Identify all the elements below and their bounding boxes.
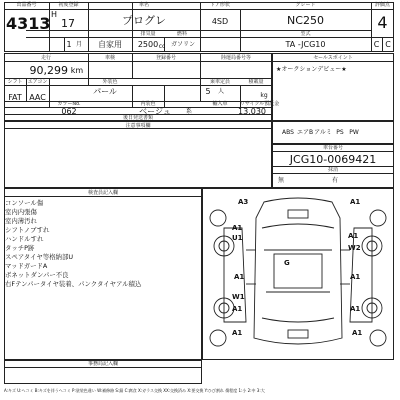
car-diagram — [202, 188, 394, 360]
carname-label: 車名 — [138, 2, 149, 8]
color-number: 062 — [61, 107, 77, 116]
rear-docs-label: 後日発送書類 — [122, 115, 153, 121]
interior-color-label: 内装色 — [140, 101, 156, 107]
equipment-alloy: アルミ — [314, 129, 332, 136]
exterior-color-label: 外装色 — [102, 79, 118, 85]
exterior-score: C — [385, 40, 391, 49]
load-unit: kg — [260, 92, 268, 99]
sales-point-text: ★オークションデビュー★ — [276, 66, 347, 73]
damage-quarter-left-2: A1 — [232, 305, 243, 313]
car-name: プログレ — [122, 14, 166, 27]
reserve-label: 陸運局番号等 — [220, 55, 251, 61]
seating-capacity: 5 — [205, 87, 211, 96]
ac-label: エアコン — [27, 79, 48, 85]
note-2: 室内内張傷 — [5, 208, 37, 216]
interior-score: C — [373, 40, 380, 49]
year-label: 初度登録 — [58, 2, 79, 8]
damage-fender-left-2: U1 — [232, 234, 243, 242]
load-label: 積載量 — [248, 79, 264, 85]
exterior-color: パール — [93, 87, 117, 96]
month-unit: 月 — [75, 41, 82, 48]
damage-rear-door-left: A1 — [234, 273, 245, 281]
inspection-label: 車検 — [104, 55, 115, 61]
lot-label: 出品番号 — [16, 2, 37, 8]
shift-label: シフト — [7, 79, 23, 85]
office-label: 事務局記入欄 — [87, 361, 118, 367]
regnum-label: 登録番号 — [155, 55, 176, 61]
equipment-abs: ABS — [282, 129, 294, 136]
notices-label: 注意事項欄 — [125, 123, 151, 129]
model-year: 17 — [61, 17, 75, 30]
era-prefix: H — [50, 10, 57, 19]
air-conditioner: AAC — [29, 93, 46, 102]
damage-door-right: A1 — [348, 232, 359, 240]
note-5: ハンドルすれ — [5, 235, 44, 243]
overall-score: 4 — [377, 13, 388, 32]
fuel-label: 燃料 — [176, 31, 187, 37]
displacement-label: 排気量 — [140, 31, 156, 37]
damage-rear-left: A1 — [232, 329, 243, 337]
capacity-unit: 人 — [217, 88, 224, 95]
note-9: ボネットダンパー不良 — [5, 271, 69, 279]
model-code: TA -JCG10 — [285, 40, 326, 49]
damage-front-left: A3 — [238, 198, 249, 206]
status-label: 抹消 — [327, 167, 338, 173]
damage-fender-left: A1 — [232, 224, 243, 232]
note-3: 室内薄汚れ — [5, 217, 37, 225]
note-7: スペアタイヤ等格納部U — [5, 253, 74, 261]
damage-quarter-left: W1 — [232, 293, 245, 301]
displacement: 2500 — [137, 40, 159, 49]
import-label: 輸入車 — [212, 101, 228, 107]
score-label: 評価点 — [374, 2, 390, 8]
mileage-label: 走行 — [40, 55, 51, 61]
notices-frame — [4, 121, 272, 188]
lot-number: 4313 — [6, 14, 51, 33]
note-10: 右Fテンパータイヤ装着、パンクタイヤアル積込 — [5, 280, 142, 288]
inspector-label: 検査員記入欄 — [87, 190, 118, 196]
status-b: 有 — [331, 177, 338, 184]
sales-point-frame — [272, 53, 394, 121]
equipment-pw: PW — [349, 129, 359, 136]
note-8: マッドガードA — [5, 262, 48, 270]
grade-label: グレード — [295, 2, 316, 8]
capacity-label: 乗車定員 — [209, 79, 230, 85]
damage-front-right: A1 — [350, 198, 361, 206]
legend: A:キズ U:ヘコミ B:キズを伴うヘコミ P:塗装色違い W:補修跡 S:錆 C:腐食 X:ガラス交換 XX:交換済み X:要交換 Y:ひび割れ 傷程度 1:小 2:中 3:大 — [4, 388, 265, 393]
model-label: 型式 — [300, 31, 311, 37]
door-type: 4SD — [211, 17, 229, 26]
note-4: シフトノブすれ — [5, 226, 50, 234]
color-no-label: カラーNo. — [57, 101, 81, 107]
chassis-label: 車台番号 — [322, 145, 343, 151]
mileage-unit: km — [70, 66, 84, 75]
interior-color: ベージュ — [139, 107, 171, 116]
note-6: タッチP跡 — [5, 244, 35, 252]
recycle-label: リサイクル預託金 — [240, 101, 280, 107]
displacement-unit: cc — [158, 43, 166, 50]
chassis-number: JCG10-0069421 — [289, 153, 377, 166]
damage-roof: G — [284, 259, 290, 267]
equipment-airbag: エアB — [296, 129, 314, 136]
sales-point-label: セールスポイント — [313, 55, 353, 61]
damage-rear-right: A1 — [352, 329, 363, 337]
first-reg-month: 1 — [66, 40, 72, 49]
note-1: コンソール傷 — [5, 199, 44, 207]
shift: FAT — [8, 93, 22, 102]
mileage: 90,299 — [29, 64, 68, 77]
damage-door-right-2: W2 — [348, 244, 361, 252]
damage-rear-door-right: A1 — [350, 273, 361, 281]
equipment-ps: PS — [336, 129, 344, 136]
grade: NC250 — [287, 14, 324, 27]
recycle-fee: 13,030 — [238, 107, 266, 116]
fuel: ガソリン — [170, 41, 195, 48]
doors-label: ドア形状 — [210, 2, 230, 8]
interior-suffix: 系 — [185, 108, 192, 115]
usage: 自家用 — [98, 40, 122, 49]
damage-quarter-right: A1 — [350, 305, 361, 313]
status-a: 無 — [277, 177, 284, 184]
